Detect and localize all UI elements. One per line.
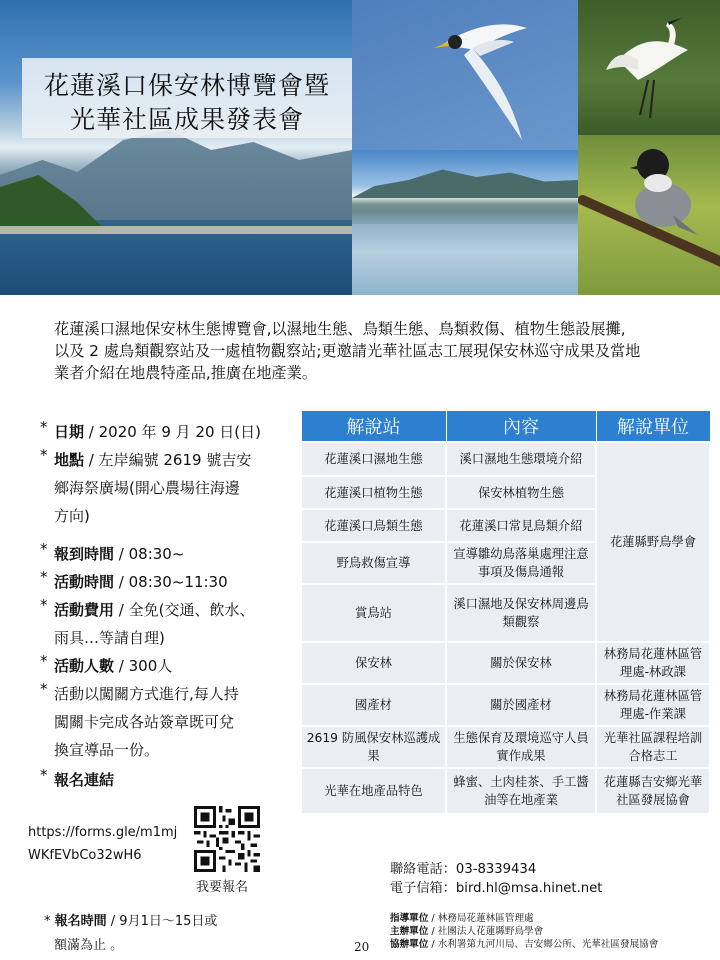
cell-content: 溪口濕地及保安林周邊鳥類觀察 <box>446 584 596 642</box>
bulbul-photo <box>578 135 720 295</box>
signup-label: 報名連結 <box>54 771 115 789</box>
bullet-star: * <box>40 680 48 698</box>
signup-time-label: 報名時間 <box>54 914 107 929</box>
signup-url-line[interactable]: WKfEVbCo32wH6 <box>28 848 142 863</box>
signup-time-value: / 9月1日～15日或 <box>106 914 218 929</box>
egret-photo <box>578 0 720 135</box>
fee-label: 活動費用 <box>54 601 115 619</box>
intro-line: 花蓮溪口濕地保安林生態博覽會,以濕地生態、鳥類生態、鳥類救傷、植物生態設展攤, <box>54 320 626 338</box>
bullet-star: * <box>44 914 51 929</box>
org-label: 指導單位 <box>390 913 429 924</box>
bullet-star: * <box>40 568 48 586</box>
header-station: 解說站 <box>301 411 446 443</box>
page-title-line-2: 光華社區成果發表會 <box>69 105 304 134</box>
bullet-star: * <box>40 446 48 464</box>
cell-content: 蜂蜜、土肉桂茶、手工醬油等在地產業 <box>446 768 596 814</box>
table-row <box>301 768 710 814</box>
cell-station: 花蓮溪口鳥類生態 <box>301 509 446 542</box>
note-line: 換宣導品一份。 <box>54 741 160 759</box>
cell-content: 保安林植物生態 <box>446 476 596 509</box>
signup-url[interactable] <box>28 825 177 863</box>
people-line <box>54 652 276 680</box>
activity-time-label: 活動時間 <box>54 573 115 591</box>
coast-landscape-photo <box>0 0 352 295</box>
fee-value-cont: 雨具…等請自理) <box>54 629 165 647</box>
info-times <box>40 540 270 800</box>
cell-content: 溪口濕地生態環境介紹 <box>446 442 596 476</box>
bullet-star: * <box>40 418 48 436</box>
cell-content: 生態保育及環境巡守人員實作成果 <box>446 726 596 768</box>
tern-photo <box>352 0 578 150</box>
header-unit: 解說單位 <box>596 411 710 443</box>
activity-time-value: / 08:30~11:30 <box>114 573 228 591</box>
contact-email[interactable]: 電子信箱：bird.hl@msa.hinet.net <box>390 881 603 896</box>
people-label: 活動人數 <box>54 657 115 675</box>
cell-unit: 林務局花蓮林區管理處-作業課 <box>596 684 710 726</box>
signup-url-line[interactable]: https://forms.gle/m1mj <box>28 825 178 840</box>
cell-station: 花蓮溪口濕地生態 <box>301 442 446 476</box>
bullet-star: * <box>40 540 48 558</box>
cell-content: 關於國產材 <box>446 684 596 726</box>
activity-time-line <box>54 568 276 596</box>
header-content: 內容 <box>446 411 596 443</box>
cell-station: 保安林 <box>301 642 446 684</box>
org-line <box>390 938 658 951</box>
org-label: 主辦單位 <box>390 926 429 937</box>
org-line <box>390 912 658 925</box>
cell-station: 賞鳥站 <box>301 584 446 642</box>
note-line: 活動以闖關方式進行,每人持 <box>54 685 239 703</box>
contact-phone: 聯絡電話：03-8339434 <box>390 862 537 877</box>
location-value: / 左岸編號 2619 號吉安 <box>84 451 252 469</box>
cell-unit-merged: 花蓮縣野鳥學會 <box>596 442 710 642</box>
org-line <box>390 925 658 938</box>
cell-station: 國產材 <box>301 684 446 726</box>
location-label: 地點 <box>54 451 85 469</box>
intro-line: 業者介紹在地農特產品,推廣在地產業。 <box>54 364 318 382</box>
contact-block <box>390 860 602 898</box>
table-row <box>301 442 710 476</box>
org-value: / 水利署第九河川局、吉安鄉公所、光華社區發展協會 <box>428 939 659 950</box>
fee-value: / 全免(交通、飲水、 <box>114 601 255 619</box>
checkin-value: / 08:30~ <box>114 545 185 563</box>
signup-time <box>44 910 217 958</box>
bullet-star: * <box>40 766 48 784</box>
cell-unit: 花蓮縣吉安鄉光華社區發展協會 <box>596 768 710 814</box>
cell-station: 花蓮溪口植物生態 <box>301 476 446 509</box>
cell-station: 野鳥救傷宣導 <box>301 542 446 584</box>
cell-unit: 光華社區課程培訓合格志工 <box>596 726 710 768</box>
date-line <box>54 418 274 446</box>
info-date-location <box>40 418 270 538</box>
table-row <box>301 726 710 768</box>
cell-content: 花蓮溪口常見鳥類介紹 <box>446 509 596 542</box>
date-value: / 2020 年 9 月 20 日(日) <box>84 423 261 441</box>
page-number: 20 <box>354 940 370 954</box>
cell-content: 宣導雛幼鳥落巢處理注意事項及傷鳥通報 <box>446 542 596 584</box>
organizers <box>390 912 658 951</box>
location-value-cont: 方向) <box>54 507 90 525</box>
wetland-lake-photo <box>352 150 578 295</box>
signup-time-value-cont: 額滿為止 。 <box>54 938 124 953</box>
cell-station: 2619 防風保安林巡護成果 <box>301 726 446 768</box>
org-value: / 社團法人花蓮縣野鳥學會 <box>428 926 544 937</box>
bullet-star: * <box>40 596 48 614</box>
intro-line: 以及 2 處鳥類觀察站及一處植物觀察站;更邀請光華社區志工展現保安林巡守成果及當地 <box>54 342 641 360</box>
table-row <box>301 684 710 726</box>
qr-caption: 我要報名 <box>196 880 249 895</box>
location-line <box>54 446 274 474</box>
table-header-row <box>301 411 710 443</box>
location-value-cont: 鄉海祭廣場(開心農場往海邊 <box>54 479 240 497</box>
intro-paragraph <box>54 318 684 384</box>
qr-code-icon[interactable] <box>194 806 260 872</box>
cell-station: 光華在地產品特色 <box>301 768 446 814</box>
org-value: / 林務局花蓮林區管理處 <box>428 913 534 924</box>
checkin-label: 報到時間 <box>54 545 115 563</box>
page-title-line-1: 花蓮溪口保安林博覽會暨 <box>43 71 330 100</box>
bullet-star: * <box>40 652 48 670</box>
people-value: / 300人 <box>114 657 173 675</box>
checkin-line <box>54 540 276 568</box>
cell-unit: 林務局花蓮林區管理處-林政課 <box>596 642 710 684</box>
cell-content: 關於保安林 <box>446 642 596 684</box>
fee-line <box>54 596 276 624</box>
note-line: 闖關卡完成各站簽章既可兌 <box>54 713 235 731</box>
table-row <box>301 642 710 684</box>
station-table <box>300 410 711 815</box>
date-label: 日期 <box>54 423 85 441</box>
title-banner <box>22 58 352 138</box>
org-label: 協辦單位 <box>390 939 429 950</box>
